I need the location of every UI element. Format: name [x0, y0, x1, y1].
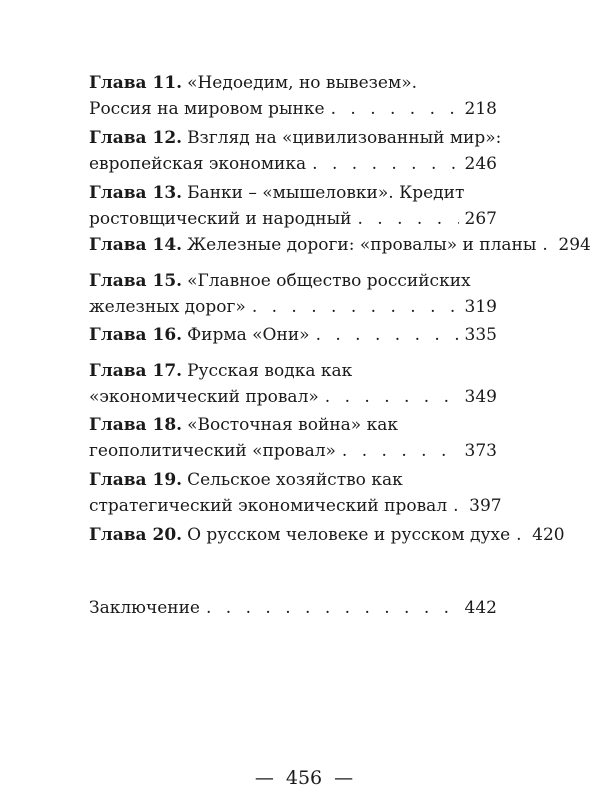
chapter-title-continued: железных дорог»	[89, 297, 246, 317]
toc-entry-chapter-13	[89, 180, 497, 232]
page-folio	[0, 765, 608, 791]
toc-entry-conclusion	[89, 595, 497, 621]
dot-leader	[312, 151, 458, 177]
toc-entry-chapter-20	[89, 522, 565, 548]
chapter-label: Глава 14.	[89, 235, 183, 255]
toc-entry-first-line	[89, 467, 497, 493]
chapter-title-continued: геополитический «провал»	[89, 441, 336, 461]
dot-leader	[342, 438, 459, 464]
toc-entry-last-line	[89, 151, 497, 177]
chapter-label: Глава 20.	[89, 525, 183, 545]
page-number: 373	[464, 441, 497, 461]
toc-entry-last-line	[89, 294, 497, 320]
toc-entry-first-line	[89, 412, 497, 438]
page-number: 319	[464, 297, 497, 317]
chapter-label: Глава 18.	[89, 415, 183, 435]
toc-entry-last-line	[89, 438, 497, 464]
folio-number: 456	[285, 767, 323, 789]
dot-leader	[206, 595, 459, 621]
chapter-title: Фирма «Они»	[187, 325, 310, 345]
chapter-label: Глава 16.	[89, 325, 183, 345]
chapter-label: Глава 13.	[89, 183, 183, 203]
dot-leader	[516, 522, 526, 548]
toc-entry-last-line	[89, 206, 497, 232]
page-number: 335	[464, 325, 497, 345]
toc-entry-first-line	[89, 70, 497, 96]
toc-entry-last-line	[89, 322, 497, 348]
chapter-title-continued: стратегический экономический провал	[89, 496, 448, 516]
chapter-title-continued: ростовщический и народный	[89, 209, 352, 229]
chapter-title-continued: Россия на мировом рынке	[89, 99, 325, 119]
toc-entry-last-line	[89, 96, 497, 122]
toc-entry-first-line	[89, 268, 497, 294]
toc-entry-chapter-12	[89, 125, 502, 177]
page-number: 246	[464, 154, 497, 174]
chapter-title: Сельское хозяйство как	[187, 470, 403, 490]
chapter-title: Русская водка как	[187, 361, 353, 381]
toc-entry-first-line	[89, 358, 497, 384]
chapter-label: Глава 19.	[89, 470, 183, 490]
dot-leader	[325, 384, 459, 410]
chapter-label: Глава 15.	[89, 271, 183, 291]
toc-entry-chapter-19	[89, 467, 502, 519]
chapter-title: О русском человеке и русском духе	[187, 525, 511, 545]
dot-leader	[357, 206, 458, 232]
toc-entry-first-line	[89, 180, 497, 206]
dot-leader	[331, 96, 459, 122]
toc-entry-last-line	[89, 232, 591, 258]
chapter-title: «Недоедим, но вывезем».	[187, 73, 418, 93]
chapter-title: Банки – «мышеловки». Кредит	[187, 183, 465, 203]
chapter-label: Глава 12.	[89, 128, 183, 148]
toc-entry-last-line	[89, 595, 497, 621]
dot-leader	[316, 322, 459, 348]
chapter-title: Заключение	[89, 598, 200, 618]
toc-entry-chapter-14	[89, 232, 591, 258]
toc-entry-chapter-16	[89, 322, 497, 348]
toc-entry-last-line	[89, 493, 502, 519]
chapter-label: Глава 17.	[89, 361, 183, 381]
page-number: 420	[532, 525, 565, 545]
chapter-label: Глава 11.	[89, 73, 183, 93]
chapter-title: «Восточная война» как	[187, 415, 398, 435]
chapter-title-continued: «экономический провал»	[89, 387, 319, 407]
toc-entry-chapter-17	[89, 358, 497, 410]
page-number: 397	[469, 496, 502, 516]
chapter-title-continued: европейская экономика	[89, 154, 307, 174]
toc-entry-chapter-15	[89, 268, 497, 320]
dot-leader	[453, 493, 463, 519]
toc-entry-last-line	[89, 384, 497, 410]
folio-dash-right: —	[334, 767, 354, 789]
toc-entry-chapter-11	[89, 70, 497, 122]
dot-leader	[252, 294, 459, 320]
toc-entry-chapter-18	[89, 412, 497, 464]
page-number: 442	[464, 598, 497, 618]
page-number: 267	[464, 209, 497, 229]
page-number: 349	[464, 387, 497, 407]
dot-leader	[542, 232, 552, 258]
toc-entry-first-line	[89, 125, 502, 151]
chapter-title: Взгляд на «цивилизованный мир»:	[187, 128, 502, 148]
page-number: 218	[464, 99, 497, 119]
folio-dash-left: —	[254, 767, 274, 789]
toc-entry-last-line	[89, 522, 565, 548]
chapter-title: «Главное общество российских	[187, 271, 471, 291]
page-number: 294	[558, 235, 591, 255]
chapter-title: Железные дороги: «провалы» и планы	[187, 235, 537, 255]
